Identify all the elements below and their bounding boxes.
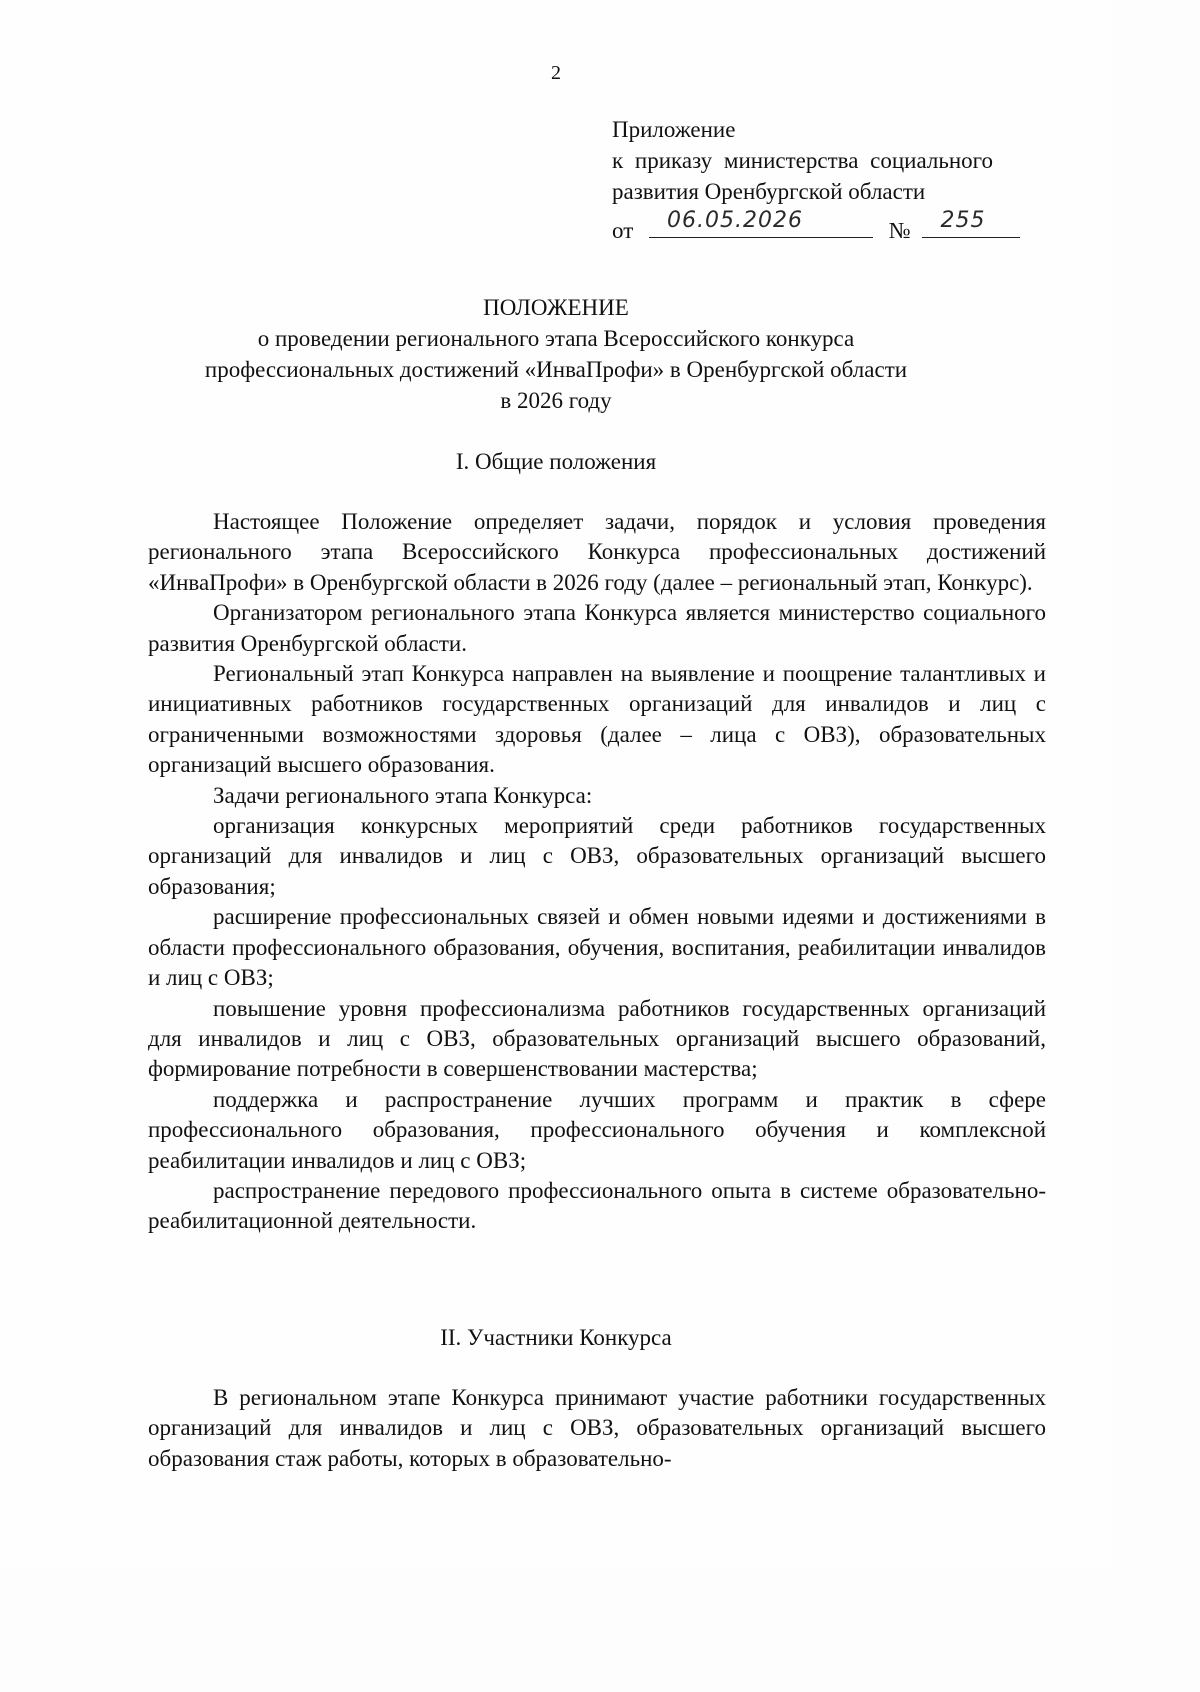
date-field	[649, 207, 873, 238]
paragraph: В региональном этапе Конкурса принимают участие работники государственных организаций для инвалидов и лиц с ОВЗ, образовательных организаций высшего образования стаж работы, которых в образовательно-	[148, 1385, 1046, 1471]
appendix-line-order-text: к приказу министерства социального	[612, 148, 994, 173]
date-prefix: от	[612, 218, 634, 243]
document-title: ПОЛОЖЕНИЕ	[483, 295, 629, 320]
number-label: №	[888, 218, 911, 243]
document-title-block	[0, 292, 1112, 416]
appendix-block	[612, 114, 1052, 246]
section-2-body	[148, 1383, 1046, 1474]
handwritten-number: 255	[940, 208, 986, 233]
paragraph: распространение передового профессионального опыта в системе образовательно-реабилитационной деятельности.	[148, 1177, 1046, 1234]
document-subtitle-line-1: о проведении регионального этапа Всероссийского конкурса	[257, 326, 855, 351]
appendix-title: Приложение	[612, 117, 736, 142]
paragraph: повышение уровня профессионализма работников государственных организаций для инвалидов и лиц с ОВЗ, образовательных организаций высшего образований, формирование потребности в совершенствовании мастерства;	[148, 995, 1046, 1082]
document-subtitle-line-3: в 2026 году	[500, 388, 612, 413]
appendix-date-number-line	[612, 207, 1052, 246]
section-1-heading: I. Общие положения	[455, 449, 657, 474]
page-number: 2	[551, 62, 561, 84]
appendix-line-order	[612, 145, 1047, 176]
appendix-line-ministry: развития Оренбургской области	[612, 179, 926, 204]
paragraph: Организатором регионального этапа Конкурса является министерство социального развития Оренбургской области.	[148, 600, 1046, 656]
paragraph: организация конкурсных мероприятий среди работников государственных организаций для инвалидов и лиц с ОВЗ, образовательных организаций высшего образования;	[148, 813, 1046, 899]
number-field	[922, 207, 1020, 238]
paragraph: Региональный этап Конкурса направлен на выявление и поощрение талантливых и инициативных работников государственных организаций для инвалидов и лиц с ограниченными возможностями здоровья (далее – лица с ОВЗ), образовательных организаций высшего образования.	[148, 661, 1046, 778]
paragraph: поддержка и распространение лучших программ и практик в сфере профессионального образования, профессионального обучения и комплексной реабилитации инвалидов и лиц с ОВЗ;	[148, 1086, 1046, 1173]
paragraph: Задачи регионального этапа Конкурса:	[213, 782, 593, 808]
paragraph: Настоящее Положение определяет задачи, порядок и условия проведения регионального этапа Всероссийского Конкурса профессиональных достижений «ИнваПрофи» в Оренбургской области в 2026 году (далее – региональный этап, Конкурс).	[148, 509, 1046, 595]
paragraph: расширение профессиональных связей и обмен новыми идеями и достижениями в области профессионального образования, обучения, воспитания, реабилитации инвалидов и лиц с ОВЗ;	[148, 904, 1046, 991]
section-2-heading: II. Участники Конкурса	[440, 1325, 672, 1350]
handwritten-date: 06.05.2026	[667, 208, 803, 233]
section-1-body	[148, 507, 1046, 1237]
document-subtitle-line-2: профессиональных достижений «ИнваПрофи» в Оренбургской области	[204, 357, 908, 382]
